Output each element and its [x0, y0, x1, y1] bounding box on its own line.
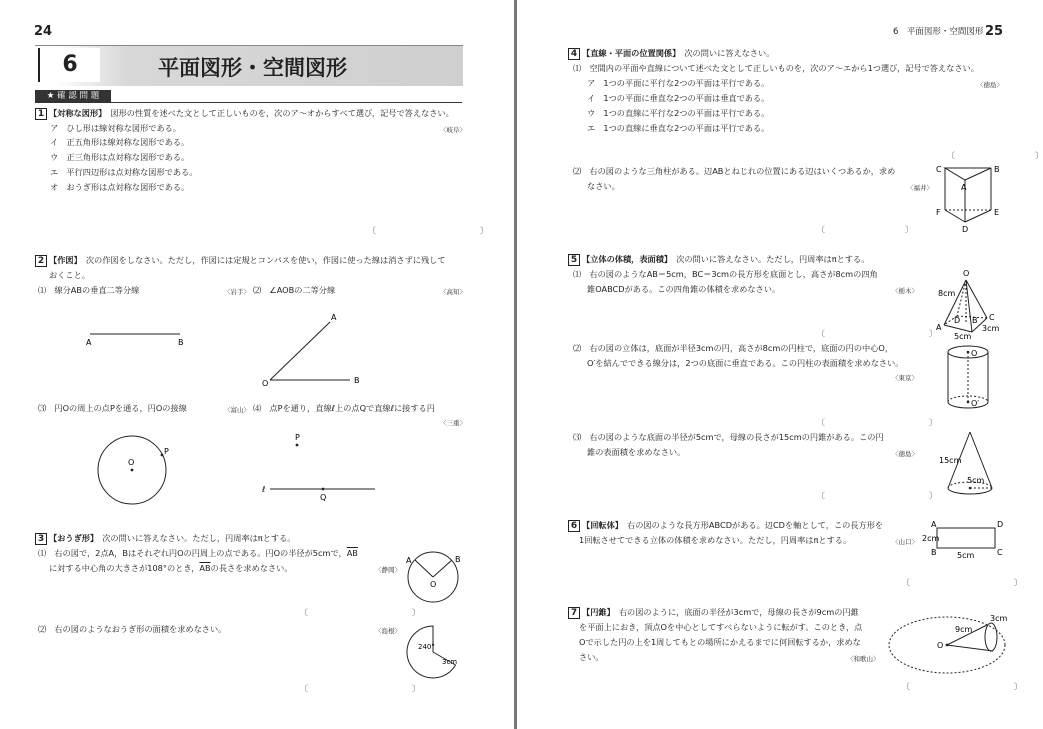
q4-part-2-line-1: ⑵ 右の図のような三角柱がある。辺ABとねじれの位置にある辺はいくつあるか，求め — [573, 166, 896, 176]
q4-part-1: ⑴ 空間内の平面や直線について述べた文として正しいものを，次のア～エから1つ選び，記号で答えなさい。 — [573, 63, 979, 73]
q3-part-1-source: 〈静岡〉 — [375, 566, 401, 574]
right-page — [517, 0, 1043, 729]
label-o: O — [430, 580, 437, 589]
label-a: A — [931, 520, 937, 529]
label-o: O — [262, 379, 269, 388]
question-4-number: 4 — [568, 48, 580, 60]
cone-radius: 3cm — [990, 614, 1008, 623]
q3-part-1-text-b2: の長さを求めなさい。 — [210, 563, 293, 573]
arc-ab: $\overline{AB}$ — [199, 563, 211, 573]
question-4-tag: 【直線・平面の位置関係】 — [582, 48, 677, 58]
question-5-tag: 【立体の体積，表面積】 — [582, 254, 668, 264]
q3-part-2: ⑵ 右の図のようなおうぎ形の面積を求めなさい。 — [38, 624, 227, 634]
q5-part-1-line-2: 錐OABCDがある。この四角錐の体積を求めなさい。 — [587, 284, 781, 294]
q5-part-1-source: 〈栃木〉 — [892, 287, 918, 295]
label-a: A — [331, 313, 337, 322]
question-6-text-2: 1回転させてできる立体の体積を求めなさい。ただし，円周率はπとする。 — [579, 535, 852, 545]
q4-option: ア 1つの平面に平行な2つの平面は平行である。 — [587, 78, 770, 88]
question-7-number: 7 — [568, 607, 580, 619]
question-6-number: 6 — [568, 520, 580, 532]
label-p: P — [295, 433, 300, 442]
q2-part-4: ⑷ 点Pを通り，直線ℓ上の点Qで直線ℓに接する円 — [253, 403, 435, 413]
q2-part-3: ⑶ 円Oの周上の点Pを通る，円Oの接線 — [38, 403, 187, 413]
question-3-text: 次の問いに答えなさい。ただし，円周率はπとする。 — [102, 533, 296, 543]
question-3-tag: 【おうぎ形】 — [49, 533, 95, 543]
question-6-text: 右の図のような長方形ABCDがある。辺CDを軸として，この長方形を — [627, 520, 884, 530]
q3-part-2-source: 〈島根〉 — [375, 627, 401, 635]
radius-oa — [415, 560, 433, 577]
question-7-text-4: さい。 — [579, 652, 604, 662]
page-number-right: 25 — [985, 24, 1004, 39]
label-o: O — [971, 349, 978, 358]
label-b: B — [354, 376, 360, 385]
label-p: P — [164, 447, 169, 456]
question-2-text-2: おくこと。 — [49, 270, 90, 280]
label-a: A — [936, 323, 942, 332]
rect-height: 2cm — [922, 534, 940, 543]
label-d: D — [962, 225, 969, 234]
label-o-prime: O′ — [971, 399, 980, 408]
cone-radius-label: 5cm — [967, 476, 985, 485]
q4-option: イ 1つの平面に垂直な2つの平面は垂直である。 — [587, 93, 770, 103]
arc-ab: $\overline{AB}$ — [346, 548, 358, 558]
page-number-left: 24 — [34, 24, 53, 39]
label-o: O — [128, 458, 135, 467]
label-c: C — [989, 313, 995, 322]
label-c: C — [997, 548, 1003, 557]
question-7-tag: 【円錐】 — [582, 607, 611, 617]
q5-part-2-bracket: 〔 〕 — [817, 418, 937, 427]
q2-part-3-source: 〈富山〉 — [224, 406, 250, 414]
question-3-number: 3 — [35, 533, 47, 545]
question-7-text-3: Oで示した円の上を1周してもとの場所にかえるまでに何回転するか，求めな — [579, 637, 861, 647]
label-f: F — [936, 208, 941, 217]
label-q: Q — [320, 493, 327, 502]
question-2-tag: 【作図】 — [49, 255, 78, 265]
q2-part-2: ⑵ ∠AOBの二等分線 — [253, 285, 336, 295]
q5-part-1-bracket: 〔 〕 — [817, 329, 937, 338]
label-o: O — [937, 641, 944, 650]
q3-figures — [0, 0, 514, 729]
q1-option: エ 平行四辺形は点対称な図形である。 — [50, 167, 198, 177]
q4-part-2-bracket: 〔 〕 — [817, 225, 913, 234]
question-1-number: 1 — [35, 108, 47, 120]
cone-slant: 15cm — [939, 456, 962, 465]
radius-ob — [433, 560, 452, 577]
q4-part-2-line-2: なさい。 — [587, 181, 620, 191]
q5-part-1-line-1: ⑴ 右の図のようなAB＝5cm，BC＝3cmの長方形を底面とし，高さが8cmの四角 — [573, 269, 878, 279]
question-5-number: 5 — [568, 254, 580, 266]
q2-part-4-source: 〈三重〉 — [440, 419, 466, 427]
q3-part-1-bracket: 〔 〕 — [300, 608, 420, 617]
q5-part-2-line-2: O′を結んでできる線分は，2つの底面に垂直である。この円柱の表面積を求めなさい。 — [587, 358, 904, 368]
question-5-text: 次の問いに答えなさい。ただし，円周率はπとする。 — [676, 254, 870, 264]
sector-angle: 240° — [418, 643, 435, 651]
label-a: A — [961, 183, 967, 192]
question-6-tag: 【回転体】 — [582, 520, 619, 530]
q3-part-1-text-b: に対する中心角の大きさが108°のとき， — [49, 563, 200, 573]
q3-part-1-text-a: ⑴ 右の図で，2点A，Bはそれぞれ円Oの円周上の点である。円Oの半径が5cmで， — [38, 548, 347, 558]
label-b: B — [455, 555, 461, 564]
sector-radius: 3cm — [442, 658, 458, 666]
label-a: A — [86, 338, 92, 347]
q2-part-1: ⑴ 線分ABの垂直二等分線 — [38, 285, 140, 295]
vertex-o — [946, 644, 949, 647]
question-4-text: 次の問いに答えなさい。 — [684, 48, 775, 58]
label-o: O — [963, 269, 970, 278]
question-7-text: 右の図のように，底面の半径が3cmで，母線の長さが9cmの円錐 — [618, 607, 859, 617]
label-b: B — [178, 338, 184, 347]
label-d: D — [954, 316, 961, 325]
label-b: B — [972, 316, 978, 325]
label-b: B — [931, 548, 937, 557]
q6-answer-bracket: 〔 〕 — [902, 578, 1022, 587]
question-2-text: 次の作図をしなさい。ただし，作図には定規とコンパスを使い，作図に使った線は消さずに残して — [85, 255, 446, 265]
running-header: 6 平面図形・空間図形 — [893, 27, 984, 37]
label-a: A — [406, 556, 412, 565]
pyramid-depth: 3cm — [982, 324, 1000, 333]
label-b: B — [994, 165, 1000, 174]
q3-part-2-bracket: 〔 〕 — [300, 684, 420, 693]
q7-cone-figure — [517, 0, 1031, 729]
chapter-number: 6 — [38, 48, 100, 82]
pyramid-height: 8cm — [938, 289, 956, 298]
q5-part-2-line-1: ⑵ 右の図の立体は，底面が半径3cmの円，高さが8cmの円柱で，底面の円の中心O， — [573, 343, 894, 353]
q1-option: イ 正五角形は線対称な図形である。 — [50, 137, 190, 147]
q7-answer-bracket: 〔 〕 — [902, 682, 1022, 691]
q1-option: ウ 正三角形は点対称な図形である。 — [50, 152, 190, 162]
q1-option: オ おうぎ形は点対称な図形である。 — [50, 182, 190, 192]
q5-part-2-source: 〈東京〉 — [892, 374, 918, 382]
q4-part-2-source: 〈福井〉 — [907, 184, 933, 192]
q5-part-3-line-2: 錐の表面積を求めなさい。 — [587, 447, 686, 457]
question-1-tag: 【対称な図形】 — [49, 108, 103, 118]
q5-part-3-line-1: ⑶ 右の図のような底面の半径が5cmで，母線の長さが15cmの円錐がある。この円 — [573, 432, 884, 442]
label-c: C — [936, 165, 942, 174]
left-page — [0, 0, 514, 729]
q1-answer-bracket: 〔 〕 — [368, 226, 488, 235]
q4-part-1-bracket: 〔 〕 — [947, 151, 1043, 160]
label-d: D — [997, 520, 1004, 529]
cone-base — [985, 623, 997, 651]
chapter-title: 平面図形・空間図形 — [158, 56, 347, 80]
question-1-source: 〈岐阜〉 — [440, 126, 466, 134]
question-7-text-2: を平面上におき，頂点Oを中心としてすべらないように転がす。このとき，点 — [579, 622, 863, 632]
q2-part-2-source: 〈高知〉 — [440, 288, 466, 296]
rect-width: 5cm — [957, 551, 975, 560]
q4-option: ウ 1つの直線に平行な2つの平面は平行である。 — [587, 108, 770, 118]
section-label: ★ 確 認 問 題 — [35, 90, 111, 103]
q1-option: ア ひし形は線対称な図形である。 — [50, 123, 182, 133]
question-6-source: 〈山口〉 — [892, 538, 918, 546]
q2-part-1-source: 〈岩手〉 — [224, 288, 250, 296]
question-2-number: 2 — [35, 255, 47, 267]
q5-part-3-source: 〈徳島〉 — [892, 450, 918, 458]
question-7-source: 〈和歌山〉 — [847, 655, 880, 663]
q5-part-3-bracket: 〔 〕 — [817, 491, 937, 500]
label-e: E — [994, 208, 1000, 217]
question-1-text: 図形の性質を述べた文として正しいものを，次のア～オからすべて選び，記号で答えなさい。 — [110, 108, 454, 118]
q4-option: エ 1つの直線に垂直な2つの平面は平行である。 — [587, 123, 770, 133]
pyramid-width: 5cm — [954, 332, 972, 341]
q4-part-1-source: 〈徳島〉 — [977, 81, 1003, 89]
sector — [407, 626, 456, 678]
label-l: ℓ — [262, 485, 266, 494]
cone-slant: 9cm — [955, 625, 973, 634]
